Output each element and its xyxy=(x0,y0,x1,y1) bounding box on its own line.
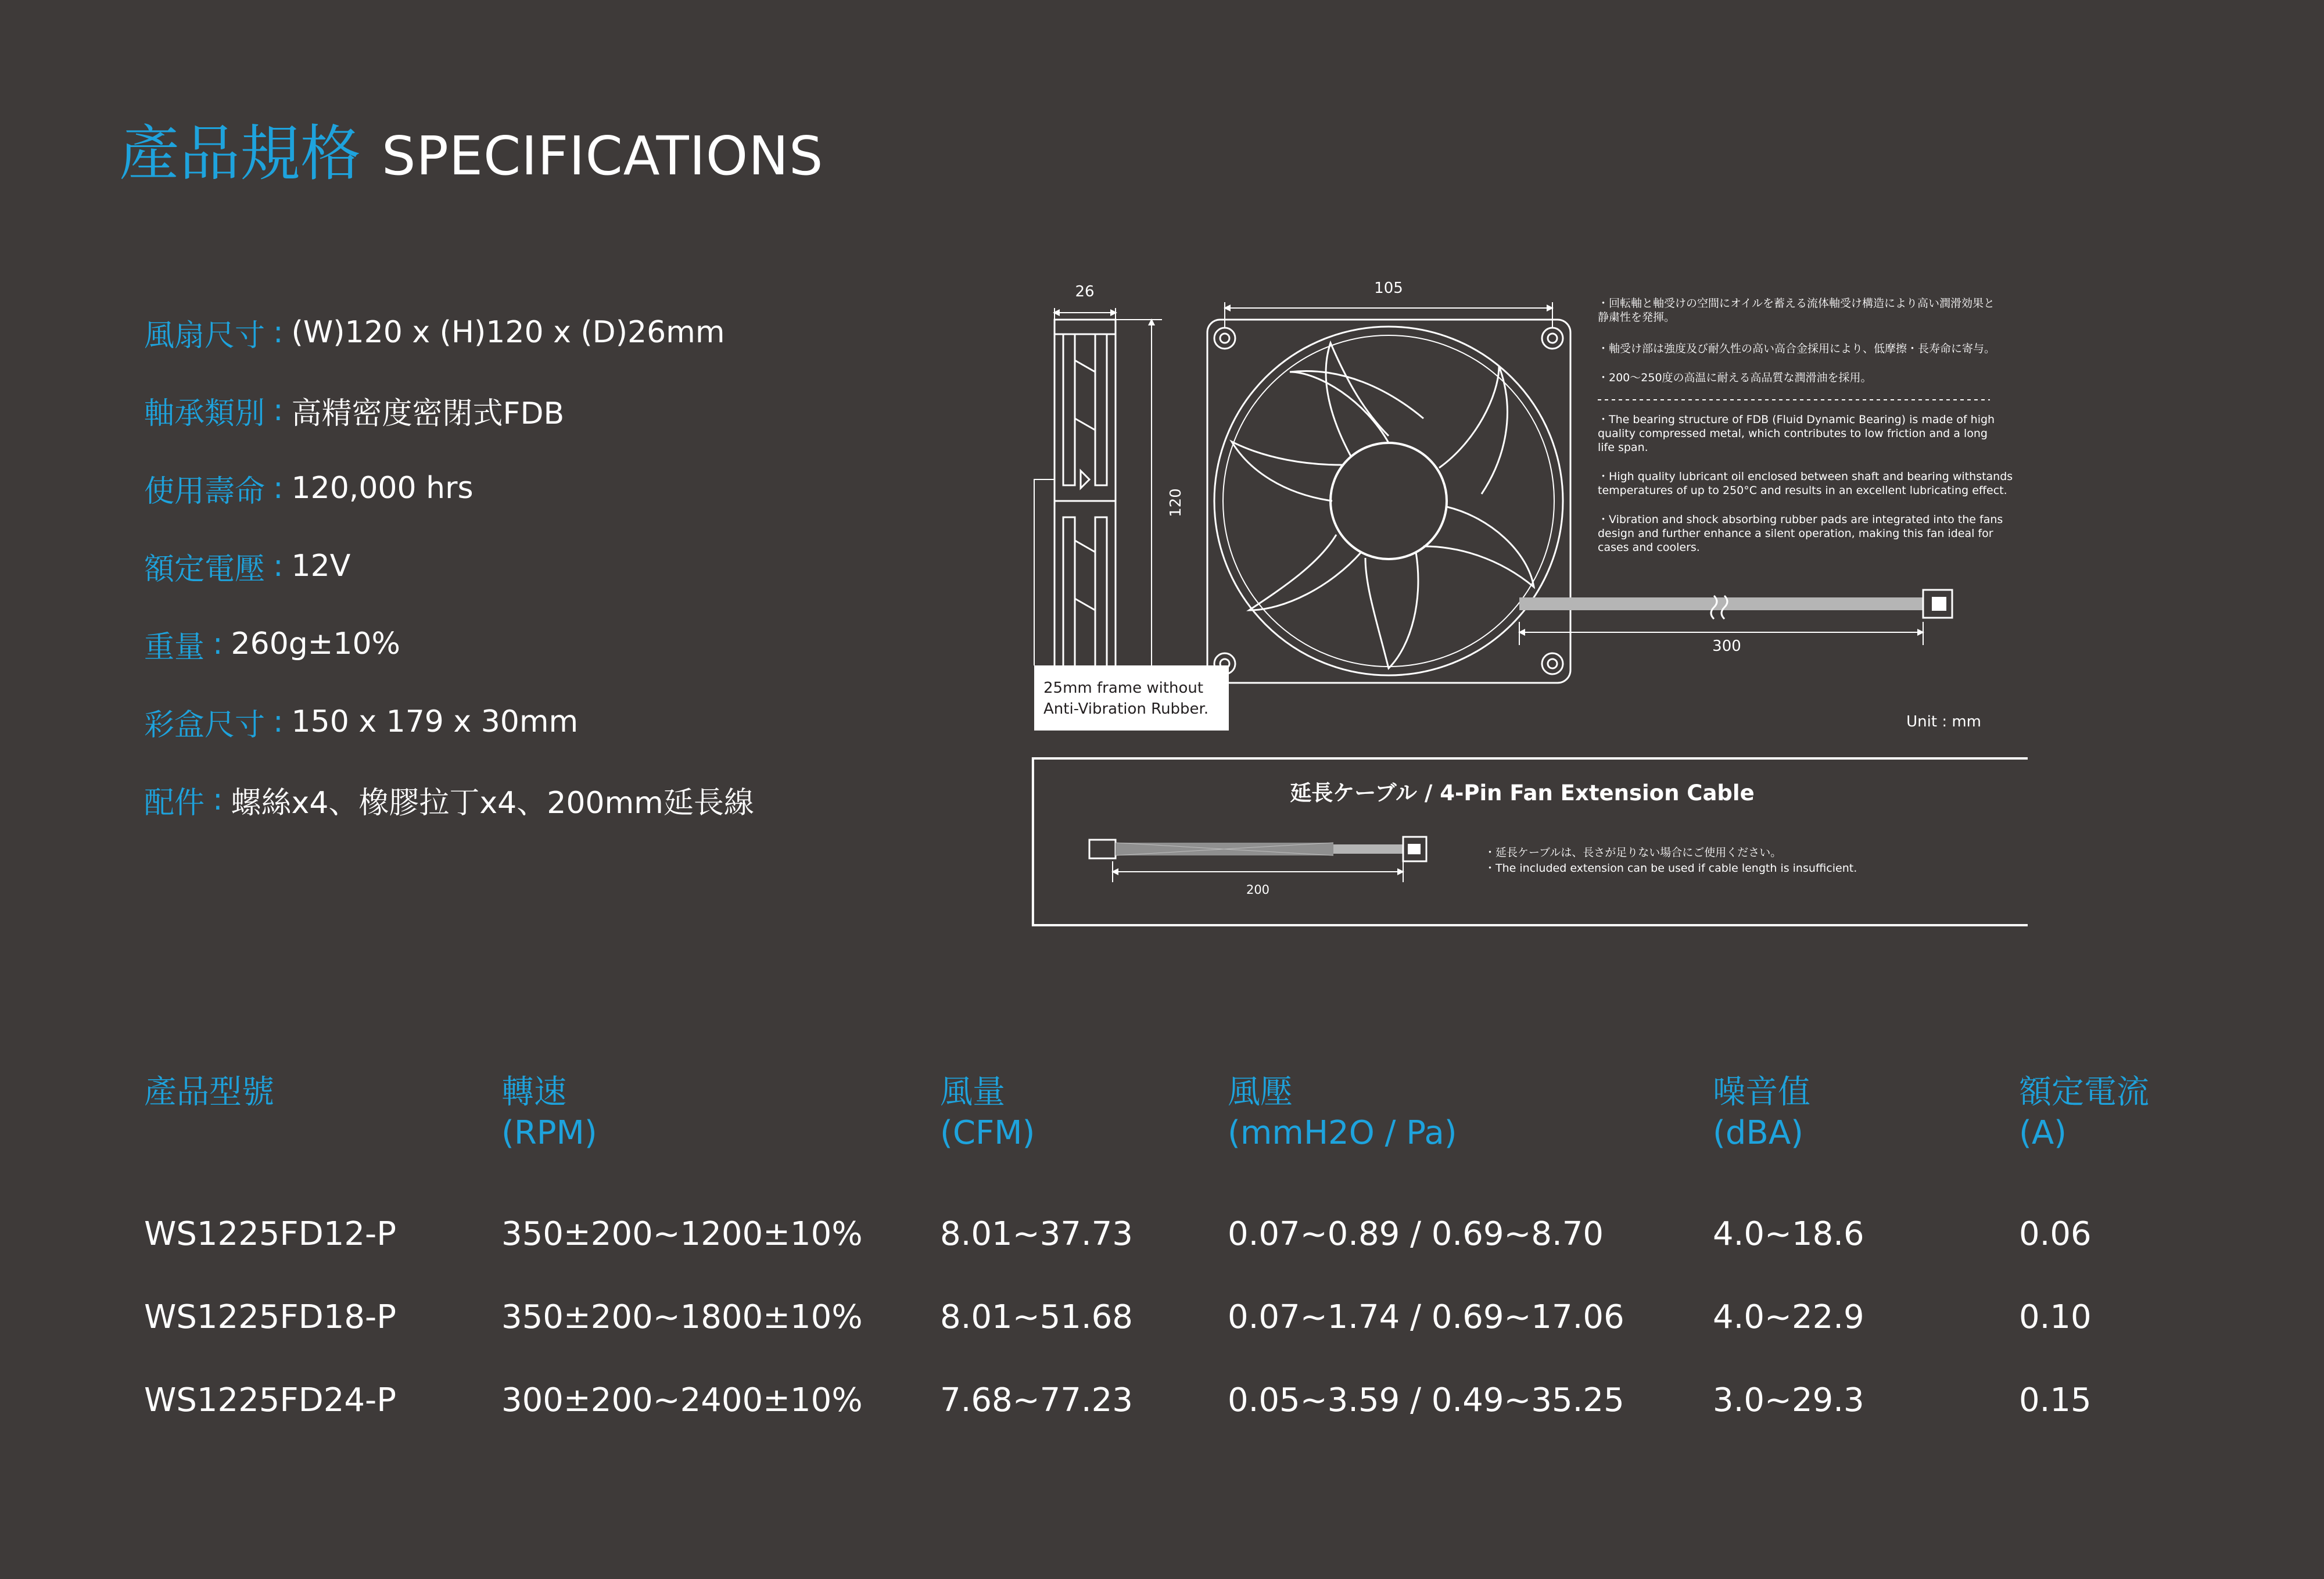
jp-note-2: ・軸受け部は強度及び耐久性の高い高合金採用により、低摩擦・長寿命に寄与。 xyxy=(1598,342,1996,355)
cell-pressure: 0.07~1.74 / 0.69~17.06 xyxy=(1228,1298,1624,1336)
dim-hole-spacing-line xyxy=(1225,302,1552,328)
unit-label: Unit : mm xyxy=(1906,713,1981,731)
frame-note-line-2: Anti-Vibration Rubber. xyxy=(1043,700,1209,718)
page-title-en: SPECIFICATIONS xyxy=(382,125,824,187)
cell-pressure: 0.07~0.89 / 0.69~8.70 xyxy=(1228,1215,1604,1253)
header-line: (A) xyxy=(2019,1114,2067,1152)
header-line: 轉速 xyxy=(501,1073,566,1111)
header-line: (CFM) xyxy=(940,1114,1035,1152)
spec-row-bearing xyxy=(144,371,1016,449)
cell-model: WS1225FD24-P xyxy=(144,1381,396,1419)
spec-separator: : xyxy=(273,393,284,428)
spec-label: 使用壽命 xyxy=(144,474,266,509)
header-rpm xyxy=(501,1072,940,1159)
jp-note-1: ・回転軸と軸受けの空間にオイルを蓄える流体軸受け構造により高い潤滑効果と xyxy=(1598,297,1995,310)
dim-hole-spacing: 105 xyxy=(1374,280,1403,297)
cell-noise: 4.0~22.9 xyxy=(1713,1298,1864,1336)
spec-separator: : xyxy=(273,315,284,350)
cell-cfm: 8.01~37.73 xyxy=(940,1215,1133,1253)
spec-list xyxy=(144,293,1016,839)
frame-callout-line xyxy=(1034,479,1055,665)
header-line: 風量 xyxy=(940,1073,1005,1111)
en-note-3a: ・Vibration and shock absorbing rubber pads are integrated into the fans xyxy=(1598,513,2003,526)
extension-note-jp: ・延長ケーブルは、長さが足りない場合にご使用ください。 xyxy=(1484,846,1782,859)
extension-cable-drawing xyxy=(1089,837,1426,882)
technical-drawing xyxy=(1017,273,2028,936)
spec-separator: : xyxy=(213,626,223,661)
spec-value: (W)120 x (H)120 x (D)26mm xyxy=(291,315,725,350)
header-line: (RPM) xyxy=(501,1114,597,1152)
cable-drawing xyxy=(1519,590,1952,645)
spec-value: 螺絲x4、橡膠拉丁x4、200mm延長線 xyxy=(231,785,754,821)
cell-noise: 3.0~29.3 xyxy=(1713,1381,1864,1419)
cell-rpm: 300±200~2400±10% xyxy=(501,1381,863,1419)
frame-note-box xyxy=(1034,665,1229,731)
cell-noise: 4.0~18.6 xyxy=(1713,1215,1864,1253)
extension-title: 延長ケーブル / 4-Pin Fan Extension Cable xyxy=(1290,780,1755,805)
page-title-cn: 產品規格 xyxy=(119,118,361,189)
frame-note-line-1: 25mm frame without xyxy=(1043,679,1204,697)
spec-row-weight xyxy=(144,605,1016,683)
header-model xyxy=(144,1072,501,1159)
header-line: (dBA) xyxy=(1713,1114,1803,1152)
fan-drawing-svg xyxy=(1017,273,2028,936)
fan-front-view xyxy=(1207,320,1570,683)
header-line: (mmH2O / Pa) xyxy=(1228,1114,1457,1152)
jp-note-1b: 静粛性を発揮。 xyxy=(1598,311,1676,324)
spec-value: 120,000 hrs xyxy=(291,471,474,506)
page-title xyxy=(119,105,823,198)
en-note-1c: life span. xyxy=(1598,441,1648,454)
header-line: 風壓 xyxy=(1228,1073,1293,1111)
table-row xyxy=(144,1359,2236,1442)
en-note-2b: temperatures of up to 250°C and results in an excellent lubricating effect. xyxy=(1598,484,2007,497)
spec-separator: : xyxy=(273,549,284,583)
cell-current: 0.10 xyxy=(2019,1298,2092,1336)
spec-label: 彩盒尺寸 xyxy=(144,707,266,743)
spec-label: 額定電壓 xyxy=(144,552,266,587)
header-noise xyxy=(1713,1072,2019,1159)
spec-row-box-size xyxy=(144,683,1016,761)
en-note-1a: ・The bearing structure of FDB (Fluid Dynamic Bearing) is made of high xyxy=(1598,413,1995,426)
header-line: 額定電流 xyxy=(2019,1073,2149,1111)
dim-depth: 26 xyxy=(1075,283,1095,300)
model-table xyxy=(144,1072,2236,1442)
cell-current: 0.15 xyxy=(2019,1381,2092,1419)
fan-side-view xyxy=(1055,320,1116,683)
jp-note-3: ・200～250度の高温に耐える高品質な潤滑油を採用。 xyxy=(1598,371,1872,384)
spec-label: 配件 xyxy=(144,785,205,821)
cell-cfm: 7.68~77.23 xyxy=(940,1381,1133,1419)
spec-value: 12V xyxy=(291,549,351,583)
extension-length: 200 xyxy=(1246,883,1270,897)
header-cfm xyxy=(940,1072,1228,1159)
spec-separator: : xyxy=(213,782,223,817)
cell-rpm: 350±200~1800±10% xyxy=(501,1298,863,1336)
dim-depth-line xyxy=(1055,308,1116,325)
cell-model: WS1225FD12-P xyxy=(144,1215,396,1253)
cell-cfm: 8.01~51.68 xyxy=(940,1298,1133,1336)
header-pressure xyxy=(1228,1072,1713,1159)
spec-row-lifespan xyxy=(144,449,1016,527)
dim-cable: 300 xyxy=(1712,638,1741,655)
cell-current: 0.06 xyxy=(2019,1215,2092,1253)
header-line: 噪音值 xyxy=(1713,1073,1810,1111)
en-note-1b: quality compressed metal, which contributes to low friction and a long xyxy=(1598,427,1988,440)
spec-value: 260g±10% xyxy=(231,626,400,661)
spec-label: 風扇尺寸 xyxy=(144,318,266,353)
en-note-2a: ・High quality lubricant oil enclosed between shaft and bearing withstands xyxy=(1598,470,2013,483)
cell-pressure: 0.05~3.59 / 0.49~35.25 xyxy=(1228,1381,1624,1419)
spec-label: 重量 xyxy=(144,629,205,665)
spec-row-voltage xyxy=(144,527,1016,605)
header-line: 產品型號 xyxy=(144,1073,274,1111)
spec-separator: : xyxy=(273,471,284,506)
dim-height: 120 xyxy=(1167,488,1185,517)
spec-value: 高精密度密閉式FDB xyxy=(291,396,565,431)
cell-rpm: 350±200~1200±10% xyxy=(501,1215,863,1253)
header-current xyxy=(2019,1072,2228,1159)
en-note-3c: cases and coolers. xyxy=(1598,541,1700,554)
table-header-row xyxy=(144,1072,2236,1159)
spec-row-accessories xyxy=(144,761,1016,839)
spec-separator: : xyxy=(273,704,284,739)
spec-label: 軸承類別 xyxy=(144,396,266,431)
spec-value: 150 x 179 x 30mm xyxy=(291,704,579,739)
en-note-3b: design and further enhance a silent operation, making this fan ideal for xyxy=(1598,527,1993,540)
table-row xyxy=(144,1193,2236,1276)
extension-note-en: ・The included extension can be used if cable length is insufficient. xyxy=(1484,862,1857,875)
spec-row-fan-size xyxy=(144,293,1016,371)
cell-model: WS1225FD18-P xyxy=(144,1298,396,1336)
table-row xyxy=(144,1276,2236,1359)
dim-height-line xyxy=(1116,320,1162,683)
